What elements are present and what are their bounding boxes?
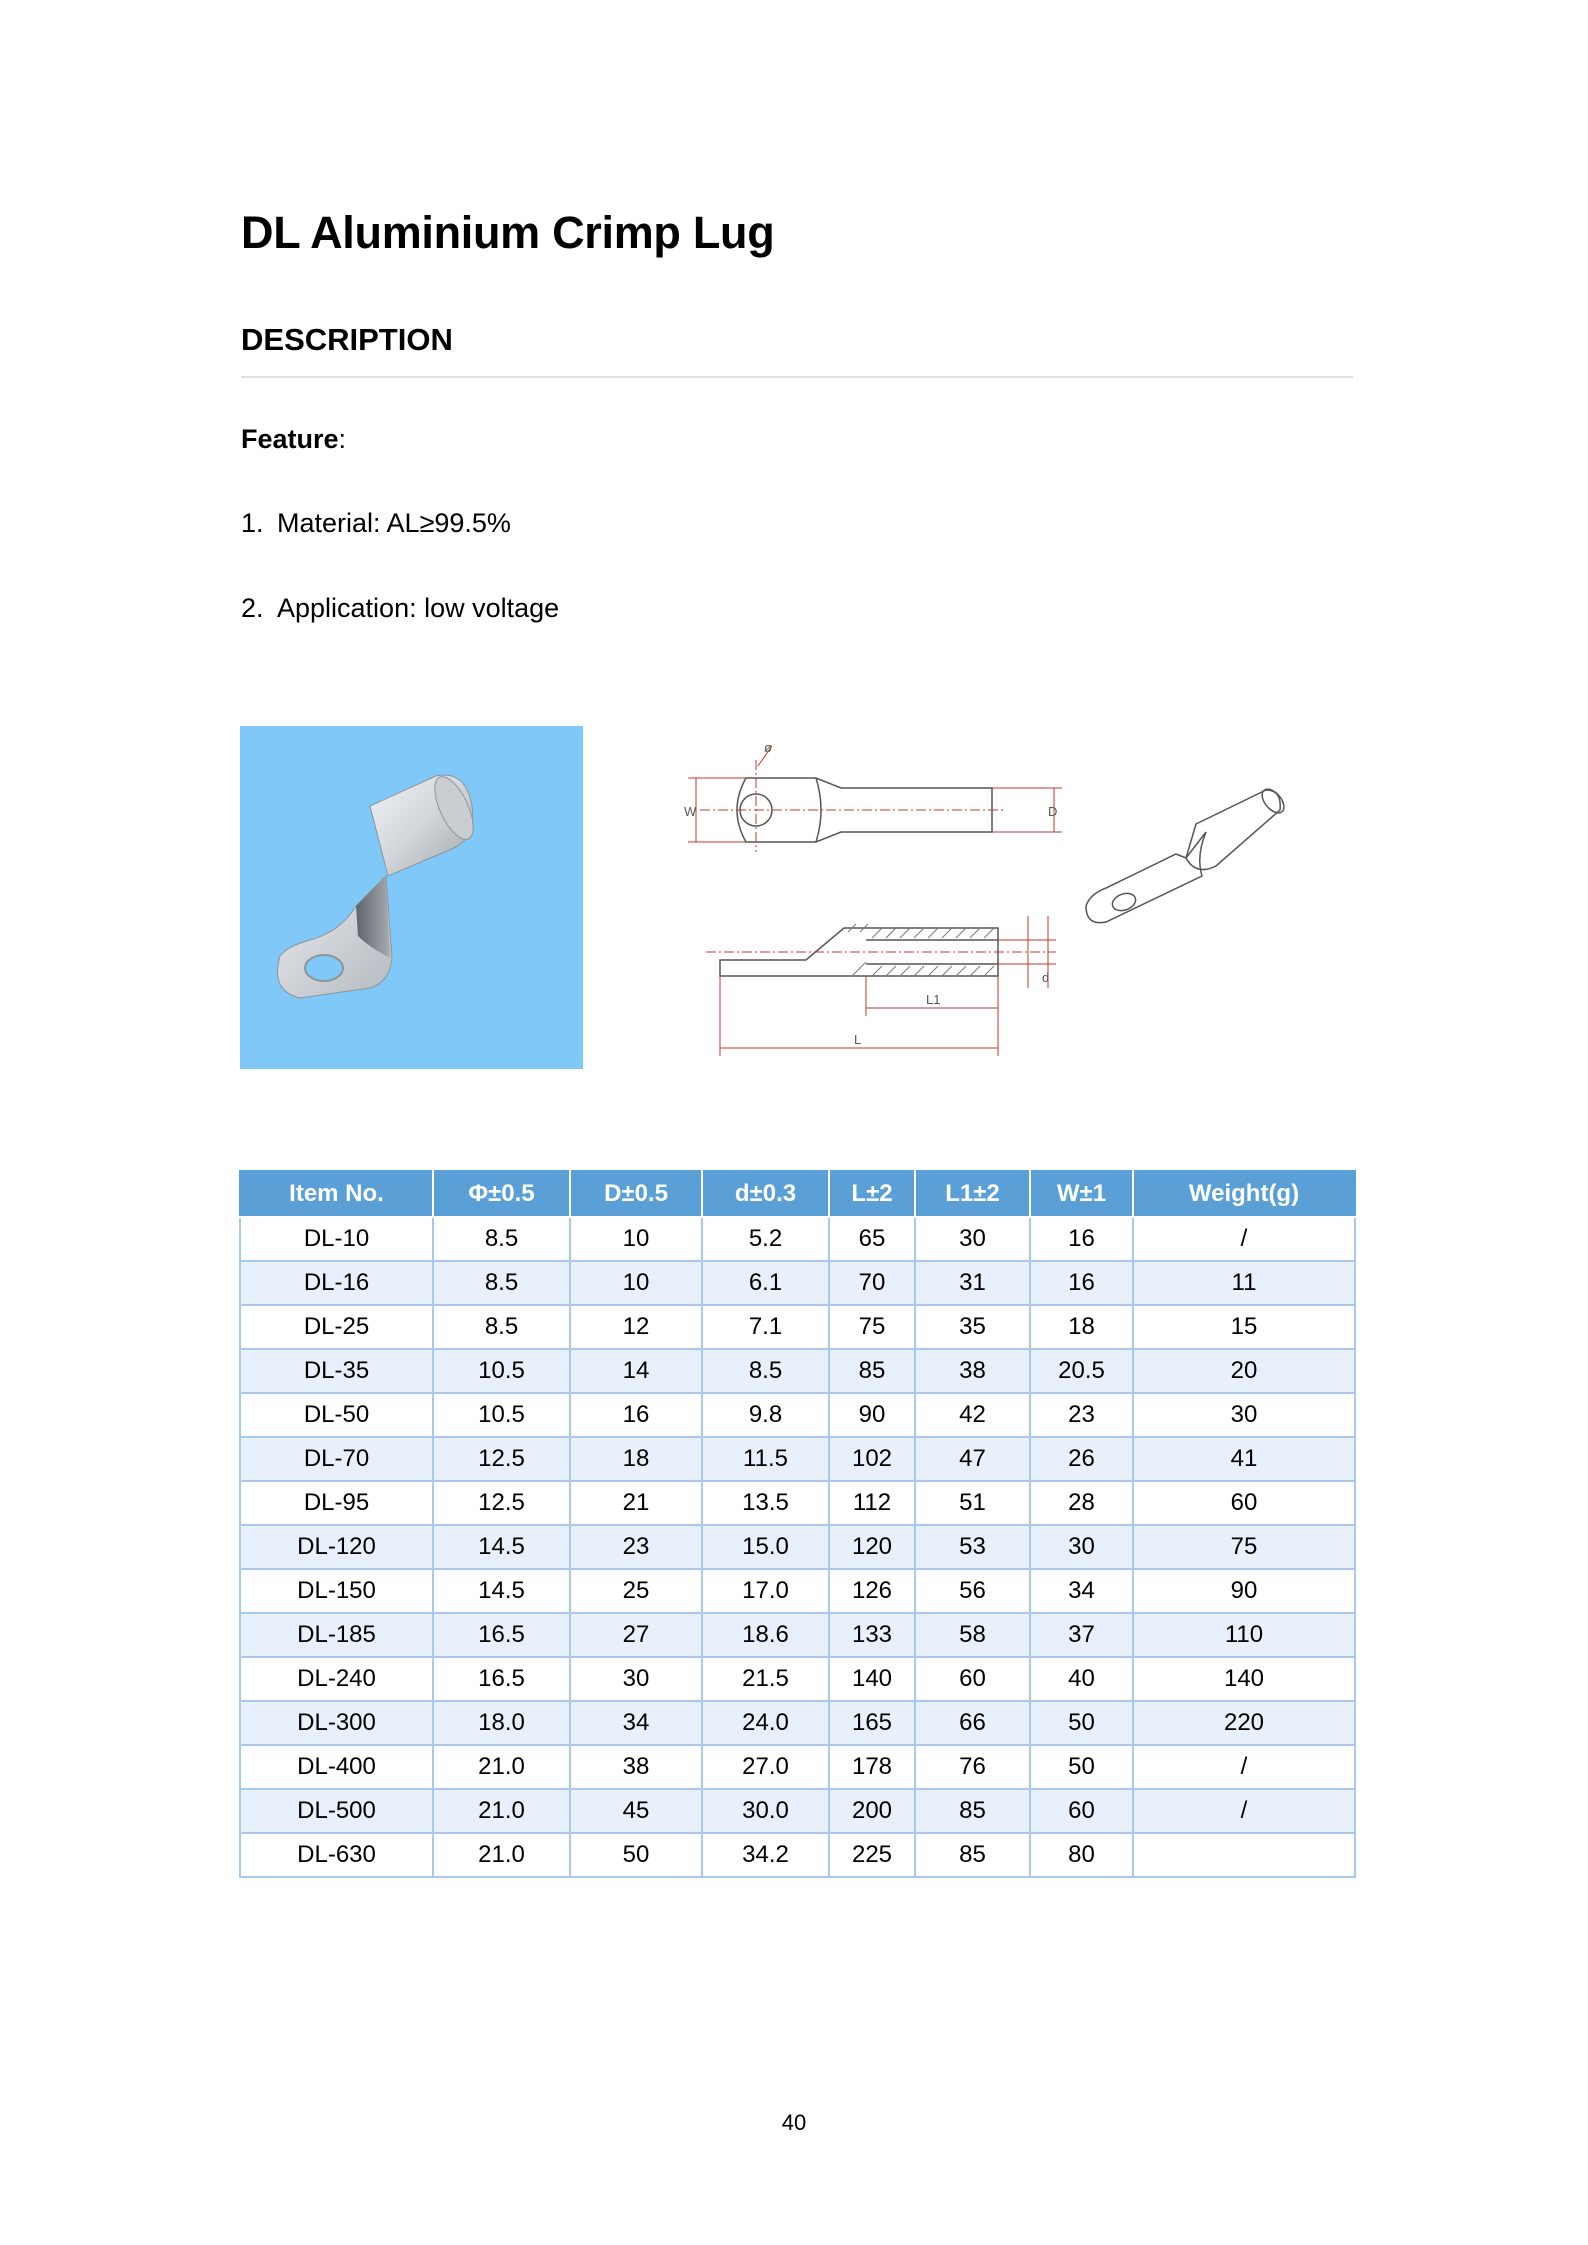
table-cell: 9.8 (702, 1393, 829, 1437)
table-cell: DL-120 (240, 1525, 433, 1569)
table-cell: / (1133, 1745, 1355, 1789)
table-cell: 17.0 (702, 1569, 829, 1613)
table-cell: 8.5 (433, 1217, 570, 1261)
table-cell: 30 (1030, 1525, 1133, 1569)
table-cell: 200 (829, 1789, 915, 1833)
table-cell: 220 (1133, 1701, 1355, 1745)
table-cell: 15 (1133, 1305, 1355, 1349)
table-cell: DL-300 (240, 1701, 433, 1745)
table-cell: 178 (829, 1745, 915, 1789)
technical-drawing (676, 726, 1316, 1066)
table-cell: 18 (1030, 1305, 1133, 1349)
table-cell: 90 (1133, 1569, 1355, 1613)
table-cell: 38 (570, 1745, 702, 1789)
table-cell: DL-25 (240, 1305, 433, 1349)
column-header: Item No. (240, 1171, 433, 1217)
table-cell: 11 (1133, 1261, 1355, 1305)
table-cell: 12 (570, 1305, 702, 1349)
table-cell: 14.5 (433, 1525, 570, 1569)
table-cell: 140 (1133, 1657, 1355, 1701)
table-cell: 30 (915, 1217, 1030, 1261)
table-cell: 8.5 (702, 1349, 829, 1393)
table-cell: 30 (570, 1657, 702, 1701)
table-cell: 90 (829, 1393, 915, 1437)
table-cell: DL-10 (240, 1217, 433, 1261)
table-cell: 110 (1133, 1613, 1355, 1657)
table-cell: 28 (1030, 1481, 1133, 1525)
table-cell: 53 (915, 1525, 1030, 1569)
table-cell: 14.5 (433, 1569, 570, 1613)
column-header: D±0.5 (570, 1171, 702, 1217)
table-cell: 27 (570, 1613, 702, 1657)
table-cell: 140 (829, 1657, 915, 1701)
w-label: W (684, 804, 697, 819)
table-cell: 18.0 (433, 1701, 570, 1745)
table-cell: 42 (915, 1393, 1030, 1437)
table-cell: 21 (570, 1481, 702, 1525)
table-cell: 50 (1030, 1745, 1133, 1789)
feature-label: Feature (241, 424, 339, 454)
table-cell: DL-70 (240, 1437, 433, 1481)
table-cell: 60 (1133, 1481, 1355, 1525)
table-row (240, 1745, 1355, 1789)
table-cell: 50 (1030, 1701, 1133, 1745)
table-cell: 30.0 (702, 1789, 829, 1833)
table-cell: DL-630 (240, 1833, 433, 1877)
table-row (240, 1525, 1355, 1569)
column-header: W±1 (1030, 1171, 1133, 1217)
table-cell: 225 (829, 1833, 915, 1877)
table-cell: 27.0 (702, 1745, 829, 1789)
page-title: DL Aluminium Crimp Lug (241, 207, 775, 258)
l1-label: L1 (926, 992, 941, 1007)
table-cell: 80 (1030, 1833, 1133, 1877)
feature-item-2 (241, 593, 559, 624)
table-cell: DL-500 (240, 1789, 433, 1833)
table-cell: DL-150 (240, 1569, 433, 1613)
table-cell: 165 (829, 1701, 915, 1745)
table-cell: 47 (915, 1437, 1030, 1481)
table-row (240, 1349, 1355, 1393)
column-header: L±2 (829, 1171, 915, 1217)
table-cell: 16.5 (433, 1613, 570, 1657)
table-row (240, 1789, 1355, 1833)
table-cell: 75 (1133, 1525, 1355, 1569)
table-cell: 6.1 (702, 1261, 829, 1305)
table-cell: / (1133, 1217, 1355, 1261)
table-cell: 21.0 (433, 1745, 570, 1789)
table-cell (1133, 1833, 1355, 1877)
lower-d-label: d (1042, 970, 1050, 985)
table-cell: 5.2 (702, 1217, 829, 1261)
table-cell: 18.6 (702, 1613, 829, 1657)
column-header: Φ±0.5 (433, 1171, 570, 1217)
table-cell: 75 (829, 1305, 915, 1349)
feature-colon: : (338, 424, 347, 454)
table-row (240, 1481, 1355, 1525)
table-cell: DL-95 (240, 1481, 433, 1525)
table-cell: 41 (1133, 1437, 1355, 1481)
table-cell: 120 (829, 1525, 915, 1569)
table-cell: 21.0 (433, 1833, 570, 1877)
product-photo (240, 726, 583, 1069)
spec-table (239, 1170, 1356, 1878)
table-cell: 10 (570, 1217, 702, 1261)
table-cell: 30 (1133, 1393, 1355, 1437)
feature-item-text: Application: low voltage (277, 593, 560, 623)
table-cell: 16 (1030, 1261, 1133, 1305)
column-header: L1±2 (915, 1171, 1030, 1217)
table-cell: 14 (570, 1349, 702, 1393)
table-cell: 10.5 (433, 1349, 570, 1393)
table-cell: 21.5 (702, 1657, 829, 1701)
table-cell: 37 (1030, 1613, 1133, 1657)
table-cell: 60 (915, 1657, 1030, 1701)
page-number: 40 (781, 2110, 807, 2135)
table-cell: 16 (570, 1393, 702, 1437)
table-cell: 11.5 (702, 1437, 829, 1481)
table-cell: DL-50 (240, 1393, 433, 1437)
feature-item-1 (241, 508, 511, 539)
table-header-row (240, 1171, 1355, 1217)
table-cell: 133 (829, 1613, 915, 1657)
table-cell: 8.5 (433, 1261, 570, 1305)
column-header: d±0.3 (702, 1171, 829, 1217)
feature-item-number: 2. (241, 593, 264, 623)
table-cell: DL-240 (240, 1657, 433, 1701)
table-cell: 13.5 (702, 1481, 829, 1525)
table-cell: 34 (570, 1701, 702, 1745)
table-cell: 16 (1030, 1217, 1133, 1261)
table-cell: DL-35 (240, 1349, 433, 1393)
table-row (240, 1701, 1355, 1745)
table-cell: 7.1 (702, 1305, 829, 1349)
table-cell: 58 (915, 1613, 1030, 1657)
table-cell: 65 (829, 1217, 915, 1261)
table-cell: 45 (570, 1789, 702, 1833)
table-cell: 15.0 (702, 1525, 829, 1569)
table-cell: 51 (915, 1481, 1030, 1525)
table-cell: DL-185 (240, 1613, 433, 1657)
table-cell: 21.0 (433, 1789, 570, 1833)
table-cell: 56 (915, 1569, 1030, 1613)
table-cell: 76 (915, 1745, 1030, 1789)
table-cell: DL-16 (240, 1261, 433, 1305)
table-cell: 126 (829, 1569, 915, 1613)
table-cell: 12.5 (433, 1481, 570, 1525)
table-row (240, 1305, 1355, 1349)
column-header: Weight(g) (1133, 1171, 1355, 1217)
table-cell: 50 (570, 1833, 702, 1877)
table-cell: 10 (570, 1261, 702, 1305)
table-cell: 60 (1030, 1789, 1133, 1833)
section-heading: DESCRIPTION (241, 322, 453, 357)
table-row (240, 1437, 1355, 1481)
table-row (240, 1217, 1355, 1261)
table-cell: 18 (570, 1437, 702, 1481)
table-cell: / (1133, 1789, 1355, 1833)
table-cell: 102 (829, 1437, 915, 1481)
table-cell: 23 (570, 1525, 702, 1569)
feature-item-number: 1. (241, 508, 264, 538)
table-cell: 66 (915, 1701, 1030, 1745)
section-divider (241, 376, 1353, 378)
table-cell: 8.5 (433, 1305, 570, 1349)
table-cell: 20.5 (1030, 1349, 1133, 1393)
table-cell: 10.5 (433, 1393, 570, 1437)
table-cell: 26 (1030, 1437, 1133, 1481)
table-cell: 16.5 (433, 1657, 570, 1701)
table-row (240, 1833, 1355, 1877)
table-cell: 25 (570, 1569, 702, 1613)
table-cell: 35 (915, 1305, 1030, 1349)
table-cell: 12.5 (433, 1437, 570, 1481)
table-cell: DL-400 (240, 1745, 433, 1789)
table-cell: 23 (1030, 1393, 1133, 1437)
table-cell: 40 (1030, 1657, 1133, 1701)
table-cell: 38 (915, 1349, 1030, 1393)
table-row (240, 1393, 1355, 1437)
table-cell: 112 (829, 1481, 915, 1525)
table-cell: 24.0 (702, 1701, 829, 1745)
table-row (240, 1261, 1355, 1305)
table-cell: 85 (915, 1789, 1030, 1833)
feature-item-text: Material: AL≥99.5% (277, 508, 511, 538)
table-cell: 85 (915, 1833, 1030, 1877)
table-cell: 34 (1030, 1569, 1133, 1613)
table-cell: 70 (829, 1261, 915, 1305)
table-cell: 31 (915, 1261, 1030, 1305)
feature-heading (241, 424, 346, 455)
table-cell: 85 (829, 1349, 915, 1393)
table-cell: 34.2 (702, 1833, 829, 1877)
table-row (240, 1613, 1355, 1657)
table-cell: 20 (1133, 1349, 1355, 1393)
phi-label: ø (764, 740, 772, 755)
table-row (240, 1657, 1355, 1701)
upper-d-label: D (1048, 804, 1058, 819)
table-row (240, 1569, 1355, 1613)
l-label: L (854, 1032, 862, 1047)
